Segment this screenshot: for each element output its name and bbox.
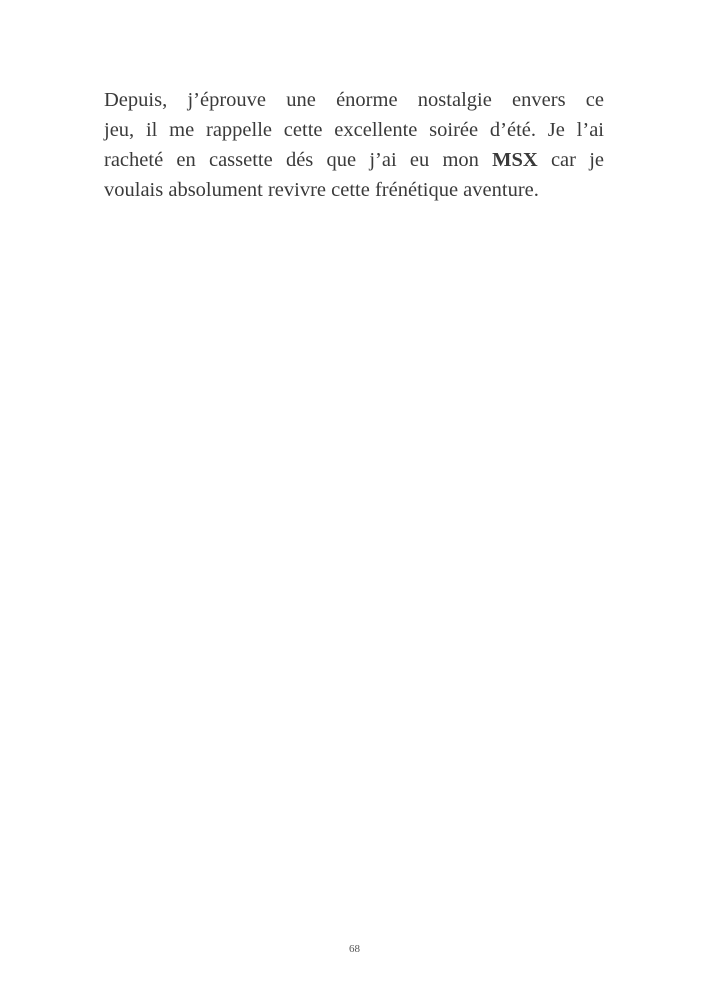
paragraph-line (104, 145, 604, 175)
paragraph-text: car je (537, 149, 605, 171)
paragraph-line: voulais absolument revivre cette frénétique aventure. (104, 179, 539, 201)
page-number: 68 (349, 943, 360, 955)
body-paragraph (104, 85, 604, 205)
paragraph-line: jeu, il me rappelle cette excellente soirée d’été. Je l’ai (104, 119, 604, 141)
paragraph-line: Depuis, j’éprouve une énorme nostalgie envers ce (104, 89, 604, 111)
paragraph-text: racheté en cassette dés que j’ai eu mon (104, 149, 493, 171)
msx-bold-term: MSX (492, 149, 538, 171)
